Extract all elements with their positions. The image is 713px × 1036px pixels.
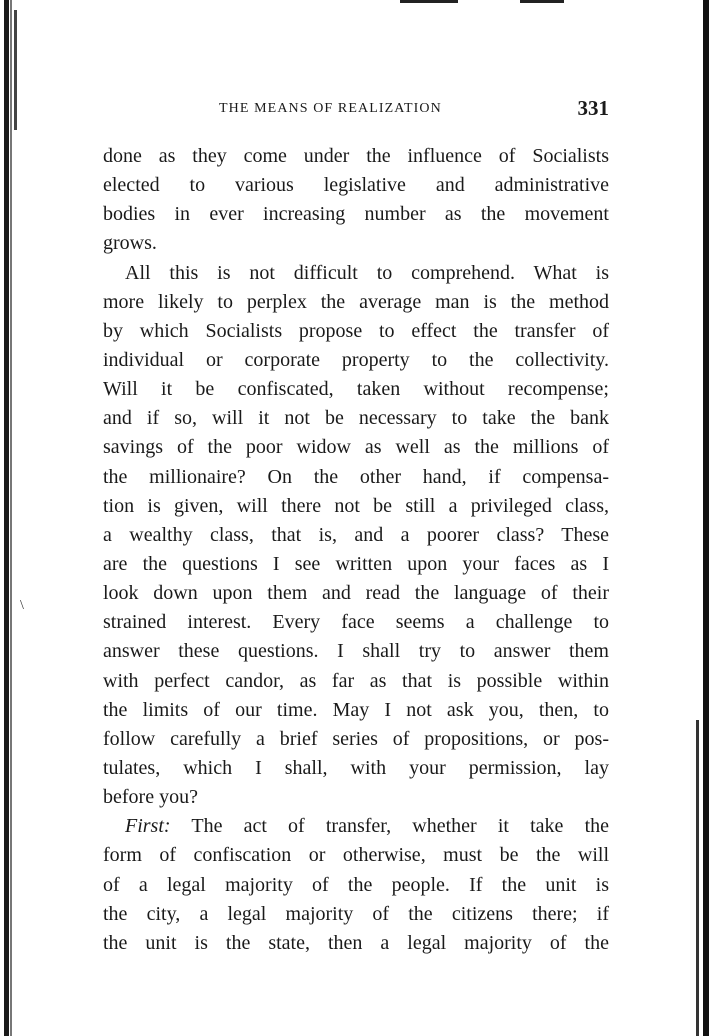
- text-line: the limits of our time. May I not ask you, then, to: [103, 698, 609, 721]
- text-line: with perfect candor, as far as that is possible within: [103, 669, 609, 692]
- text-line: elected to various legislative and administrative: [103, 174, 609, 197]
- text-line: before you?: [103, 786, 198, 809]
- scan-edge-right-mark: [696, 720, 699, 1036]
- text-line: more likely to perplex the average man is the method: [103, 290, 609, 313]
- text-line: form of confiscation or otherwise, must be the will: [103, 844, 609, 867]
- text-line: the city, a legal majority of the citizens there; if: [103, 902, 609, 925]
- text-line: the unit is the state, then a legal majority of the: [103, 931, 609, 954]
- text-line: look down upon them and read the language of their: [103, 582, 609, 605]
- text-line: All this is not difficult to comprehend. What is: [125, 261, 609, 284]
- text-line: strained interest. Every face seems a challenge to: [103, 611, 609, 634]
- page-number: 331: [577, 96, 609, 120]
- text-line: individual or corporate property to the collectivity.: [103, 348, 609, 371]
- text-line: grows.: [103, 232, 157, 255]
- scan-speck: \: [20, 598, 24, 613]
- text-line-rest: The act of transfer, whether it take the: [191, 815, 610, 838]
- text-line: tulates, which I shall, with your permission, lay: [103, 756, 609, 779]
- scan-edge-left: [4, 0, 9, 1036]
- text-line: bodies in ever increasing number as the movement: [103, 203, 609, 226]
- text-line: the millionaire? On the other hand, if compensa-: [103, 465, 609, 488]
- text-line: answer these questions. I shall try to answer them: [103, 640, 609, 663]
- text-line: of a legal majority of the people. If the unit is: [103, 873, 609, 896]
- text-line: [103, 812, 609, 841]
- text-line: are the questions I see written upon your faces as I: [103, 552, 609, 575]
- text-line: savings of the poor widow as well as the millions of: [103, 436, 609, 459]
- scan-edge-right: [703, 0, 709, 1036]
- text-line: done as they come under the influence of Socialists: [103, 145, 609, 167]
- scan-edge-left-mark: [14, 10, 17, 130]
- scan-top-mark: [520, 0, 564, 3]
- text-line: follow carefully a brief series of propositions, or pos-: [103, 727, 609, 750]
- text-line: and if so, will it not be necessary to take the bank: [103, 407, 609, 430]
- scan-top-mark: [400, 0, 458, 3]
- text-line: Will it be confiscated, taken without recompense;: [103, 378, 609, 401]
- paragraph-lead: First:: [125, 815, 171, 838]
- scan-edge-left-inner: [10, 0, 12, 1036]
- body-text: [103, 142, 609, 958]
- text-line: by which Socialists propose to effect the transfer of: [103, 319, 609, 342]
- text-line: tion is given, will there not be still a privileged class,: [103, 494, 609, 517]
- text-line: a wealthy class, that is, and a poorer class? These: [103, 523, 609, 546]
- running-title: THE MEANS OF REALIZATION: [219, 101, 442, 116]
- running-head: [103, 96, 609, 126]
